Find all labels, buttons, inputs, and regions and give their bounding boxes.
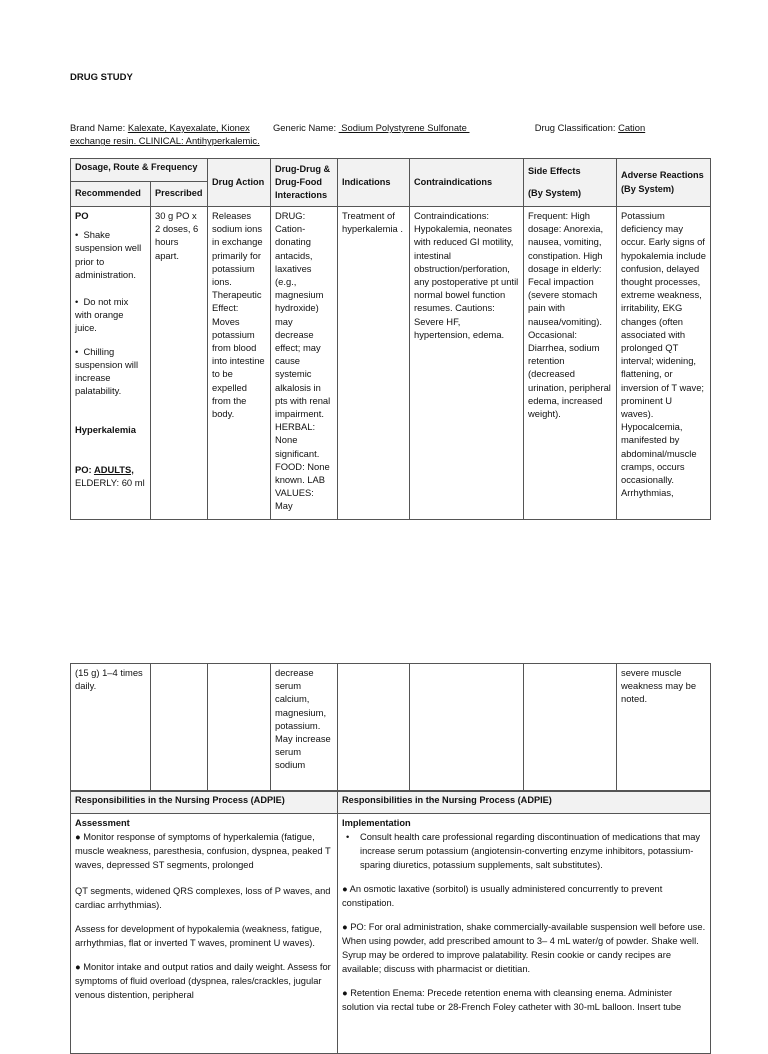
cont-prescribed [151, 664, 208, 791]
header-prescribed: Prescribed [151, 182, 208, 207]
cell-recommended [71, 207, 151, 520]
brand-value: Kalexate, Kayexalate, Kionex [127, 122, 250, 133]
rec-po-adults [75, 463, 146, 476]
cell-interactions: DRUG: Cation-donating antacids, laxatives (e.g., magnesium hydroxide) may decrease effect; may cause systemic alkalosis in pts with renal impairment. HERBAL: None significant. FOOD: None known. LAB VALUES: May [271, 207, 338, 520]
implementation-item-2: ● An osmotic laxative (sorbitol) is usually administered concurrently to prevent constipation. [342, 884, 663, 908]
cell-adverse: Potassium deficiency may occur. Early signs of hypokalemia include confusion, delayed thought processes, extreme weakness, irritability, EKG changes (often associated with prolonged QT interval; widening, flattening, or inversion of T wave; prominent U waves). Hypocalcemia, manifested by abdominal/muscle cramps, occurs occasionally. Arrhythmias, [617, 207, 711, 520]
header-side-effects [524, 159, 617, 207]
header-adverse: Adverse Reactions (By System) [617, 159, 711, 207]
drug-header [70, 121, 690, 147]
class-value-cont: exchange resin. CLINICAL: Antihyperkalemic. [70, 135, 260, 147]
header-drug-action: Drug Action [208, 159, 271, 207]
assessment-item-4: ● Monitor intake and output ratios and daily weight. Assess for symptoms of fluid overload (dyspnea, rales/crackles, jugular venous distention, peripheral [75, 962, 331, 1000]
header-interactions: Drug-Drug & Drug-Food Interactions [271, 159, 338, 207]
generic-value: Sodium Polystyrene Sulfonate [338, 122, 470, 133]
cell-side-effects: Frequent: High dosage: Anorexia, nausea, vomiting, constipation. High dosage in elderly: Fecal impaction (severe stomach pain with nausea/vomiting). Occasional: Diarrhea, sodium retention (decreased urination, peripheral edema, increased weight). [524, 207, 617, 520]
header-recommended: Recommended [71, 182, 151, 207]
cont-contraindications [410, 664, 524, 791]
rec-elderly: ELDERLY: 60 ml [75, 476, 145, 488]
implementation-title: Implementation [342, 818, 411, 828]
implementation-cell [338, 814, 711, 1054]
rec-bullet-3-text: Chilling suspension will increase palatability. [75, 345, 139, 397]
nursing-left-header: Responsibilities in the Nursing Process (ADPIE) [71, 792, 338, 814]
cont-interactions: decrease serum calcium, magnesium, potassium. May increase serum sodium [271, 664, 338, 791]
cont-indications [338, 664, 410, 791]
assessment-item-2: QT segments, widened QRS complexes, loss of P waves, and cardiac arrhythmias). [75, 886, 331, 910]
side-effects-title: Side Effects [528, 166, 581, 177]
assessment-cell [71, 814, 338, 1054]
drug-study-table [70, 158, 711, 520]
rec-adults: ADULTS, [93, 463, 134, 475]
rec-bullet-1-text: Shake suspension well prior to administration. [75, 229, 142, 280]
header-contraindications: Contraindications [410, 159, 524, 207]
page-title: DRUG STUDY [70, 72, 133, 83]
side-effects-sub: (By System) [528, 187, 582, 198]
rec-bullet-1: • Shake suspension well prior to administration. [75, 229, 142, 280]
cont-side-effects [524, 664, 617, 791]
brand-label: Brand Name: [70, 122, 126, 133]
cell-prescribed: 30 g PO x 2 doses, 6 hours apart. [151, 207, 208, 520]
assessment-item-1: ● Monitor response of symptoms of hyperkalemia (fatigue, muscle weakness, paresthesia, confusion, dyspnea, peaked T waves, depressed ST segments, prolonged [75, 832, 331, 870]
drug-study-table-continued [70, 663, 711, 791]
class-label: Drug Classification: [534, 122, 616, 133]
implementation-item-4: ● Retention Enema: Precede retention enema with cleansing enema. Administer solution via rectal tube or 28-French Foley catheter with 30-mL balloon. Insert tube [342, 988, 682, 1012]
rec-bullet-3: • Chilling suspension will increase palatability. [75, 345, 139, 397]
assessment-item-3: Assess for development of hypokalemia (weakness, fatigue, arrhythmias, flat or inverted T waves, prominent U waves). [75, 924, 323, 948]
cell-drug-action: Releases sodium ions in exchange primarily for potassium ions. Therapeutic Effect: Moves potassium from blood into intestine to be expelled from the body. [208, 207, 271, 520]
assessment-title: Assessment [75, 818, 130, 828]
cont-drug-action [208, 664, 271, 791]
rec-bullet-2-text: Do not mix with orange juice. [75, 296, 129, 334]
implementation-item-3: ● PO: For oral administration, shake commercially-available suspension well before use. When using powder, add prescribed amount to 3– 4 mL water/g of powder. Shake well. Syrup may be ordered to improve palatability. Resin cookie or candy recipes are available; discuss with pharmacist or dietitian. [342, 922, 706, 974]
route-label: PO [75, 210, 89, 221]
cont-recommended: (15 g) 1–4 times daily. [71, 664, 151, 791]
generic-label: Generic Name: [273, 122, 337, 133]
rec-po-label: PO: [75, 463, 92, 475]
header-dosage: Dosage, Route & Frequency [71, 159, 208, 182]
rec-bullet-2: • Do not mix with orange juice. [75, 296, 129, 334]
cont-adverse: severe muscle weakness may be noted. [617, 664, 711, 791]
nursing-right-header: Responsibilities in the Nursing Process (ADPIE) [338, 792, 711, 814]
nursing-process-table [70, 791, 711, 1054]
implementation-item-1: • Consult health care professional regarding discontinuation of medications that may increase serum potassium (angiotensin-converting enzyme inhibitors, potassium-sparing diuretics, potassium supplements, salt substitutes). [342, 830, 706, 872]
cell-indications: Treatment of hyperkalemia . [338, 207, 410, 520]
cell-contraindications: Contraindications: Hypokalemia, neonates with reduced GI motility, intestinal obstruction/perforation, any postoperative pt until normal bowel function resumes. Cautions: Severe HF, hypertension, edema. [410, 207, 524, 520]
rec-hyperkalemia: Hyperkalemia [75, 424, 136, 436]
header-indications: Indications [338, 159, 410, 207]
class-value: Cation [618, 122, 646, 133]
